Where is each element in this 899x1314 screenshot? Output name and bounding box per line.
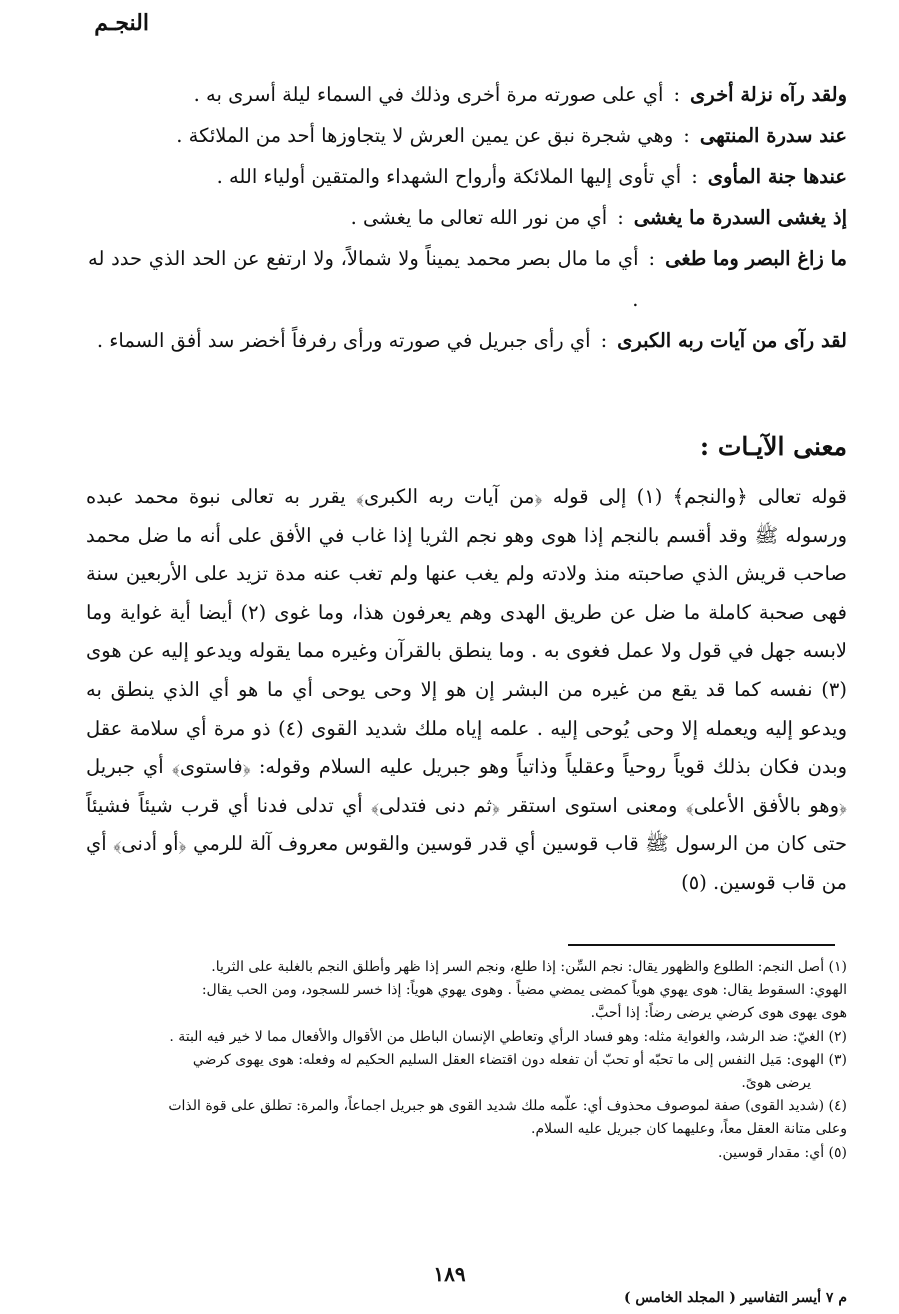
glossary-entry	[88, 74, 847, 115]
glossary-definition: أي من نور الله تعالى ما يغشى .	[350, 206, 608, 229]
glossary-entry	[88, 238, 847, 320]
glossary-entry	[88, 156, 847, 197]
glossary-definition: أي على صورته مرة أخرى وذلك في السماء ليلة أسرى به .	[193, 83, 664, 106]
footnote-4-cont: وعلى متانة العقل معاً، وعليهما كان جبريل عليه السلام.	[531, 1121, 847, 1138]
glossary-term: ما زاغ البصر وما طغى	[665, 247, 847, 270]
surah-header: النجـم	[94, 10, 149, 36]
glossary-term: عندها جنة المأوى	[707, 165, 847, 188]
glossary-term: عند سدرة المنتهى	[699, 124, 847, 147]
footnote-4: (٤) (شديد القوى) صفة لموصوف محذوف أي: علّمه ملك شديد القوى هو جبريل اجماعاً، والمرة: تطلق على قوة الذات	[168, 1098, 847, 1115]
glossary-definition: أي ما مال بصر محمد يميناً ولا شمالاً، ولا ارتفع عن الحد الذي حدد له .	[88, 247, 639, 311]
footnote-1-cont: الهوي: السقوط يقال: هوى يهوي هوياً كمضى يمضي مضياً . وهوى يهوي هوياً: إذا خسر للسجود، ومن الحب يقال:	[201, 982, 847, 999]
footnotes	[88, 956, 847, 1165]
glossary-colon: :	[683, 124, 690, 147]
footnote-1: (١) أصل النجم: الطلوع والظهور يقال: نجم السِّن: إذا طلع، ونجم السر إذا ظهر وأطلق النجم بالغلبة على الثريا.	[211, 959, 847, 975]
footnote-1-cont: هوى يهوى هوى كرضي يرضى رضاً: إذا أحبَّ.	[590, 1005, 847, 1022]
book-reference: م ٧ أيسر التفاسير ( المجلد الخامس )	[623, 1290, 847, 1306]
glossary-term: ولقد رآه نزلة أخرى	[690, 83, 847, 106]
glossary-entry	[88, 197, 847, 238]
glossary-definition: أي تأوى إليها الملائكة وأرواح الشهداء والمتقين أولياء الله .	[216, 165, 682, 188]
glossary-term: إذ يغشى السدرة ما يغشى	[633, 206, 847, 229]
footnote-divider	[568, 944, 835, 946]
glossary-definition: أي رأى جبريل في صورته ورأى رفرفاً أخضر سد أفق السماء .	[96, 329, 591, 352]
glossary-colon: :	[600, 329, 608, 352]
footnote-2: (٢) الغيّ: ضد الرشد، والغواية مثله: وهو فساد الرأي وتعاطي الإنسان الباطل من الأقوال والأفعال مما لا خير فيه البتة .	[169, 1028, 847, 1045]
glossary-term: لقد رآى من آيات ربه الكبرى	[617, 329, 847, 352]
glossary-entry	[88, 115, 847, 156]
footnote-5: (٥) أي: مقدار قوسين.	[718, 1144, 847, 1161]
glossary-colon: :	[648, 247, 656, 270]
glossary-colon: :	[673, 83, 681, 106]
glossary-definition: وهي شجرة نبق عن يمين العرش لا يتجاوزها أحد من الملائكة .	[176, 124, 674, 147]
footnote-3: (٣) الهوى: مَيل النفس إلى ما تحبّه أو تحبّ أن تفعله دون اقتضاء العقل السليم الحكيم له وفعله: هوى يهوى كرضي	[192, 1051, 847, 1068]
glossary-colon: :	[691, 165, 698, 188]
page-number: ١٨٩	[433, 1262, 466, 1286]
glossary-colon: :	[617, 206, 624, 229]
glossary	[88, 74, 847, 361]
commentary-paragraph: قوله تعالى ﴿والنجم﴾ (١) إلى قوله ﴿من آيات ربه الكبرى﴾ يقرر به تعالى نبوة محمد عبده ورسوله ﷺ وقد أقسم بالنجم إذا هوى وهو نجم الثريا إذا غاب في الأفق على أنه ما ضل محمد صاحب قريش الذي صاحبته منذ ولادته ولم يغب عنها ولم تغب عنه مدة تزيد على الأربعين سنة فهى صحبة كاملة ما ضل عن طريق الهدى وهم يعرفون هذا، وما غوى (٢) أيضا أية غواية وما لابسه جهل في قول ولا عمل فغوى به . وما ينطق بالقرآن وغيره مما يقوله ويدعو إليه عن هوى (٣) نفسه كما قد يقع من غيره من البشر إن هو إلا وحى يوحى أي ما هو أي الذي ينطق به ويدعو إليه ويعمله إلا وحى يُوحى إليه . علمه إياه ملك شديد القوى (٤) ذو مرة أي سلامة عقل وبدن فكان بذلك قوياً روحياً وعقلياً وذاتياً وهو جبريل عليه السلام وقوله: ﴿فاستوى﴾ أي جبريل ﴿وهو بالأفق الأعلى﴾ ومعنى استوى استقر ﴿ثم دنى فتدلى﴾ أي تدلى فدنا أي قرب شيئاً فشيئاً حتى كان من الرسول ﷺ قاب قوسين أي قدر قوسين والقوس معروف آلة للرمي ﴿أو أدنى﴾ أي من قاب قوسين. (٥)	[86, 485, 847, 894]
footnote-3-cont: يرضى هوىً.	[741, 1075, 811, 1092]
glossary-entry	[88, 320, 847, 361]
section-heading: معنى الآيـات :	[699, 432, 847, 461]
